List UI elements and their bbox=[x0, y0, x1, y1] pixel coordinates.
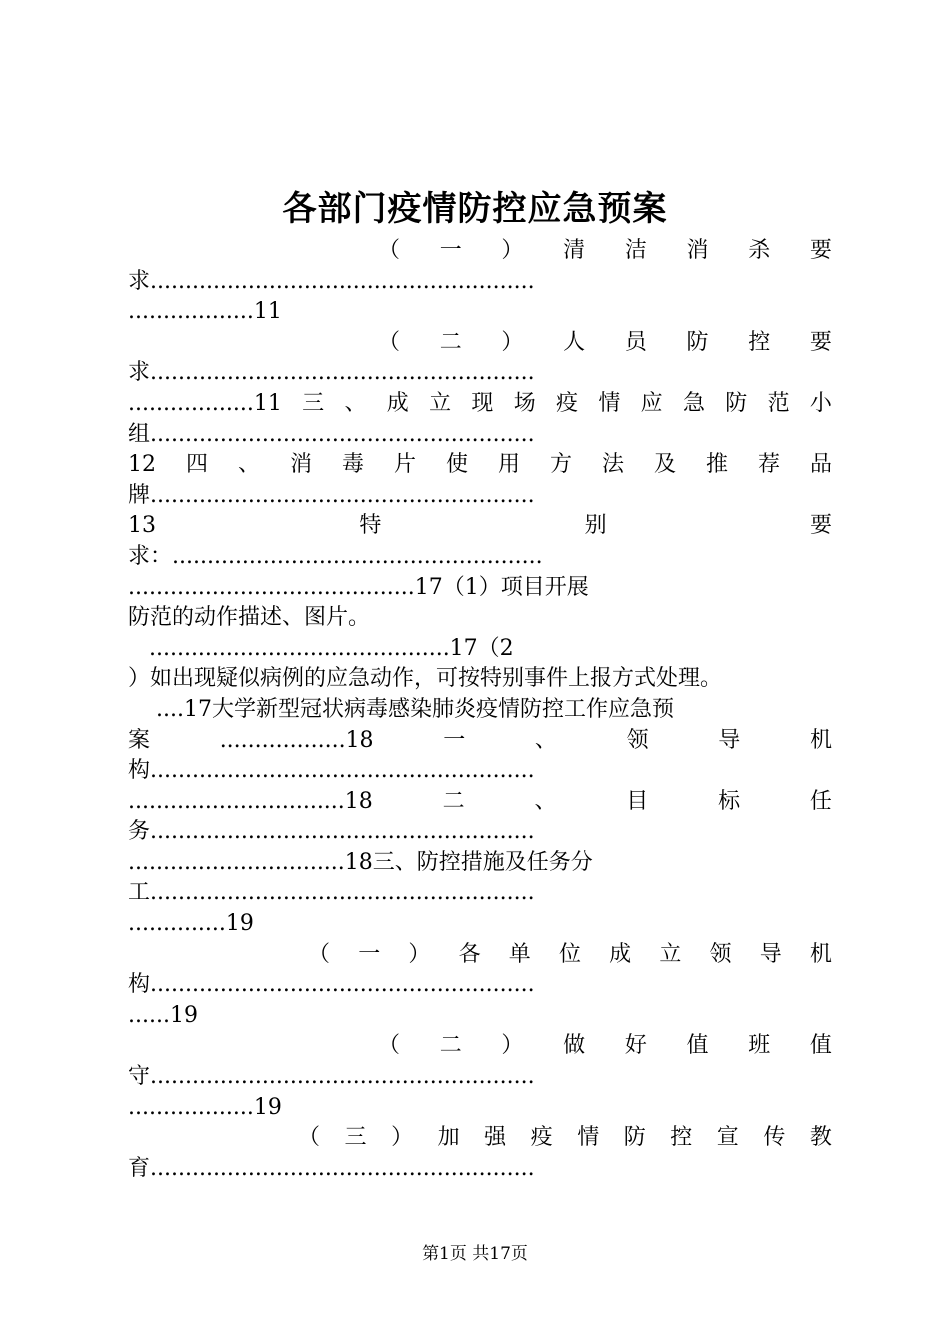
toc-token: 防 bbox=[725, 390, 748, 416]
toc-line-text: 防范的动作描述、图片。 bbox=[128, 605, 371, 631]
toc-token: 场 bbox=[513, 390, 536, 416]
toc-token: 、 bbox=[237, 452, 260, 478]
toc-token: 领 bbox=[709, 941, 732, 967]
toc-token: 及 bbox=[653, 452, 676, 478]
toc-line bbox=[128, 787, 832, 818]
toc-token: 别 bbox=[584, 513, 607, 539]
toc-token: 范 bbox=[767, 390, 790, 416]
toc-token: 导 bbox=[718, 727, 741, 753]
toc-token: 任 bbox=[809, 788, 832, 814]
toc-token: 要 bbox=[809, 513, 832, 539]
toc-line bbox=[128, 726, 832, 757]
toc-token: 消 bbox=[289, 452, 312, 478]
toc-line-text: ）如出现疑似病例的应急动作，可按特别事件上报方式处理。 bbox=[128, 666, 723, 692]
toc-line-text: ......19 bbox=[128, 1002, 198, 1028]
toc-token: 要 bbox=[809, 238, 832, 263]
toc-line-text: 求....................................................... bbox=[128, 268, 535, 294]
toc-token: 一 bbox=[443, 727, 466, 753]
toc-line bbox=[128, 756, 832, 787]
toc-line-text: 求：..................................................... bbox=[128, 543, 543, 569]
toc-token: ...............................18 bbox=[128, 788, 373, 814]
toc-token: 控 bbox=[670, 1125, 693, 1151]
toc-token: 做 bbox=[563, 1033, 586, 1059]
toc-line bbox=[128, 1123, 832, 1154]
toc-line bbox=[128, 450, 832, 481]
toc-token: 强 bbox=[484, 1125, 507, 1151]
toc-token: （ bbox=[308, 941, 331, 967]
toc-line-text: ...............................18三、防控措施及任务分 bbox=[128, 849, 593, 875]
toc-line-text: 组....................................................... bbox=[128, 421, 535, 447]
toc-token: 洁 bbox=[624, 238, 647, 263]
toc-token: 、 bbox=[534, 788, 557, 814]
toc-token: 消 bbox=[686, 238, 709, 263]
toc-token: 值 bbox=[809, 1033, 832, 1059]
toc-token: 防 bbox=[686, 329, 709, 355]
toc-token: 毒 bbox=[341, 452, 364, 478]
toc-token: 值 bbox=[686, 1033, 709, 1059]
toc-line bbox=[128, 1093, 832, 1124]
toc-line bbox=[128, 909, 832, 940]
toc-line-text: ...........................................17（2 bbox=[128, 635, 514, 661]
toc-line bbox=[128, 1001, 832, 1032]
toc-line bbox=[128, 358, 832, 389]
toc-token: 单 bbox=[508, 941, 531, 967]
toc-token: 清 bbox=[563, 238, 586, 263]
table-of-contents bbox=[128, 236, 832, 1184]
toc-token: 立 bbox=[659, 941, 682, 967]
toc-token: ） bbox=[501, 1033, 524, 1059]
toc-line bbox=[128, 267, 832, 298]
toc-token: 三 bbox=[344, 1125, 367, 1151]
toc-token: 片 bbox=[393, 452, 416, 478]
toc-line bbox=[128, 848, 832, 879]
toc-token: （ bbox=[378, 238, 401, 263]
toc-token: 案 bbox=[128, 727, 151, 753]
toc-line bbox=[128, 511, 832, 542]
toc-line-text: ..............19 bbox=[128, 911, 254, 937]
toc-token: 机 bbox=[809, 941, 832, 967]
toc-line bbox=[128, 634, 832, 665]
toc-line bbox=[128, 1062, 832, 1093]
toc-line bbox=[128, 481, 832, 512]
toc-token: 使 bbox=[445, 452, 468, 478]
toc-line bbox=[128, 1031, 832, 1062]
toc-token: 班 bbox=[748, 1033, 771, 1059]
toc-token: 二 bbox=[439, 329, 462, 355]
toc-token: （ bbox=[378, 329, 401, 355]
toc-token: 应 bbox=[640, 390, 663, 416]
toc-token: 要 bbox=[809, 329, 832, 355]
toc-token: 标 bbox=[718, 788, 741, 814]
toc-token: 二 bbox=[442, 788, 465, 814]
toc-token: （ bbox=[298, 1125, 321, 1151]
page-footer: 第1页 共17页 bbox=[422, 1244, 528, 1264]
toc-line bbox=[128, 695, 832, 726]
toc-line-text: 构....................................................... bbox=[128, 972, 535, 998]
toc-line bbox=[128, 389, 832, 420]
toc-token: 特 bbox=[359, 513, 382, 539]
toc-token: ） bbox=[501, 329, 524, 355]
toc-token: ） bbox=[501, 238, 524, 263]
toc-line bbox=[128, 878, 832, 909]
toc-token: 现 bbox=[471, 390, 494, 416]
toc-token: 教 bbox=[809, 1125, 832, 1151]
toc-line bbox=[128, 297, 832, 328]
toc-token: 立 bbox=[429, 390, 452, 416]
toc-token: 成 bbox=[386, 390, 409, 416]
toc-token: 、 bbox=[344, 390, 367, 416]
toc-token: 方 bbox=[549, 452, 572, 478]
toc-token: 加 bbox=[437, 1125, 460, 1151]
toc-token: 杀 bbox=[748, 238, 771, 263]
toc-token: ..................18 bbox=[219, 727, 374, 753]
toc-token: 防 bbox=[623, 1125, 646, 1151]
toc-token: 员 bbox=[624, 329, 647, 355]
toc-token: （ bbox=[378, 1033, 401, 1059]
toc-line-text: 务....................................................... bbox=[128, 819, 535, 845]
toc-line bbox=[128, 970, 832, 1001]
toc-line bbox=[128, 542, 832, 573]
toc-token: 推 bbox=[705, 452, 728, 478]
toc-token: 位 bbox=[558, 941, 581, 967]
toc-token: 疫 bbox=[556, 390, 579, 416]
toc-token: 情 bbox=[577, 1125, 600, 1151]
toc-token: 、 bbox=[534, 727, 557, 753]
toc-token: 目 bbox=[626, 788, 649, 814]
toc-token: 四 bbox=[185, 452, 208, 478]
toc-line bbox=[128, 940, 832, 971]
toc-line-text: ....17大学新型冠状病毒感染肺炎疫情防控工作应急预 bbox=[128, 696, 674, 722]
toc-token: 13 bbox=[128, 513, 156, 539]
toc-line bbox=[128, 664, 832, 695]
toc-token: 用 bbox=[497, 452, 520, 478]
toc-token: ..................11 bbox=[128, 390, 282, 416]
toc-line-text: ..................11 bbox=[128, 299, 282, 325]
toc-token: 急 bbox=[682, 390, 705, 416]
toc-token: 人 bbox=[563, 329, 586, 355]
toc-token: 疫 bbox=[530, 1125, 553, 1151]
toc-line bbox=[128, 420, 832, 451]
toc-line-text: 求....................................................... bbox=[128, 360, 535, 386]
toc-token: 控 bbox=[748, 329, 771, 355]
toc-token: 荐 bbox=[757, 452, 780, 478]
toc-line-text: 守....................................................... bbox=[128, 1064, 535, 1090]
toc-token: ） bbox=[391, 1125, 414, 1151]
toc-line bbox=[128, 328, 832, 359]
toc-token: 一 bbox=[439, 238, 462, 263]
toc-token: 领 bbox=[626, 727, 649, 753]
toc-token: 一 bbox=[358, 941, 381, 967]
toc-token: 机 bbox=[809, 727, 832, 753]
toc-token: 好 bbox=[624, 1033, 647, 1059]
toc-line-text: 育....................................................... bbox=[128, 1155, 535, 1181]
toc-token: 12 bbox=[128, 452, 156, 478]
toc-line-text: 构....................................................... bbox=[128, 758, 535, 784]
toc-token: 情 bbox=[598, 390, 621, 416]
toc-line bbox=[128, 603, 832, 634]
toc-token: 二 bbox=[439, 1033, 462, 1059]
toc-line-text: 牌....................................................... bbox=[128, 482, 535, 508]
toc-token: 小 bbox=[809, 390, 832, 416]
toc-line bbox=[128, 573, 832, 604]
toc-line bbox=[128, 236, 832, 267]
toc-line-text: ..................19 bbox=[128, 1094, 282, 1120]
toc-token: 成 bbox=[609, 941, 632, 967]
toc-token: 导 bbox=[759, 941, 782, 967]
toc-line bbox=[128, 817, 832, 848]
toc-line-text: .........................................17（1）项目开展 bbox=[128, 574, 589, 600]
toc-token: 各 bbox=[458, 941, 481, 967]
toc-token: 法 bbox=[601, 452, 624, 478]
toc-token: 传 bbox=[763, 1125, 786, 1151]
toc-line bbox=[128, 1154, 832, 1185]
toc-token: ） bbox=[408, 941, 431, 967]
toc-line-text: 工....................................................... bbox=[128, 880, 535, 906]
toc-token: 三 bbox=[302, 390, 325, 416]
toc-token: 宣 bbox=[716, 1125, 739, 1151]
toc-token: 品 bbox=[809, 452, 832, 478]
document-title: 各部门疫情防控应急预案 bbox=[282, 189, 668, 229]
